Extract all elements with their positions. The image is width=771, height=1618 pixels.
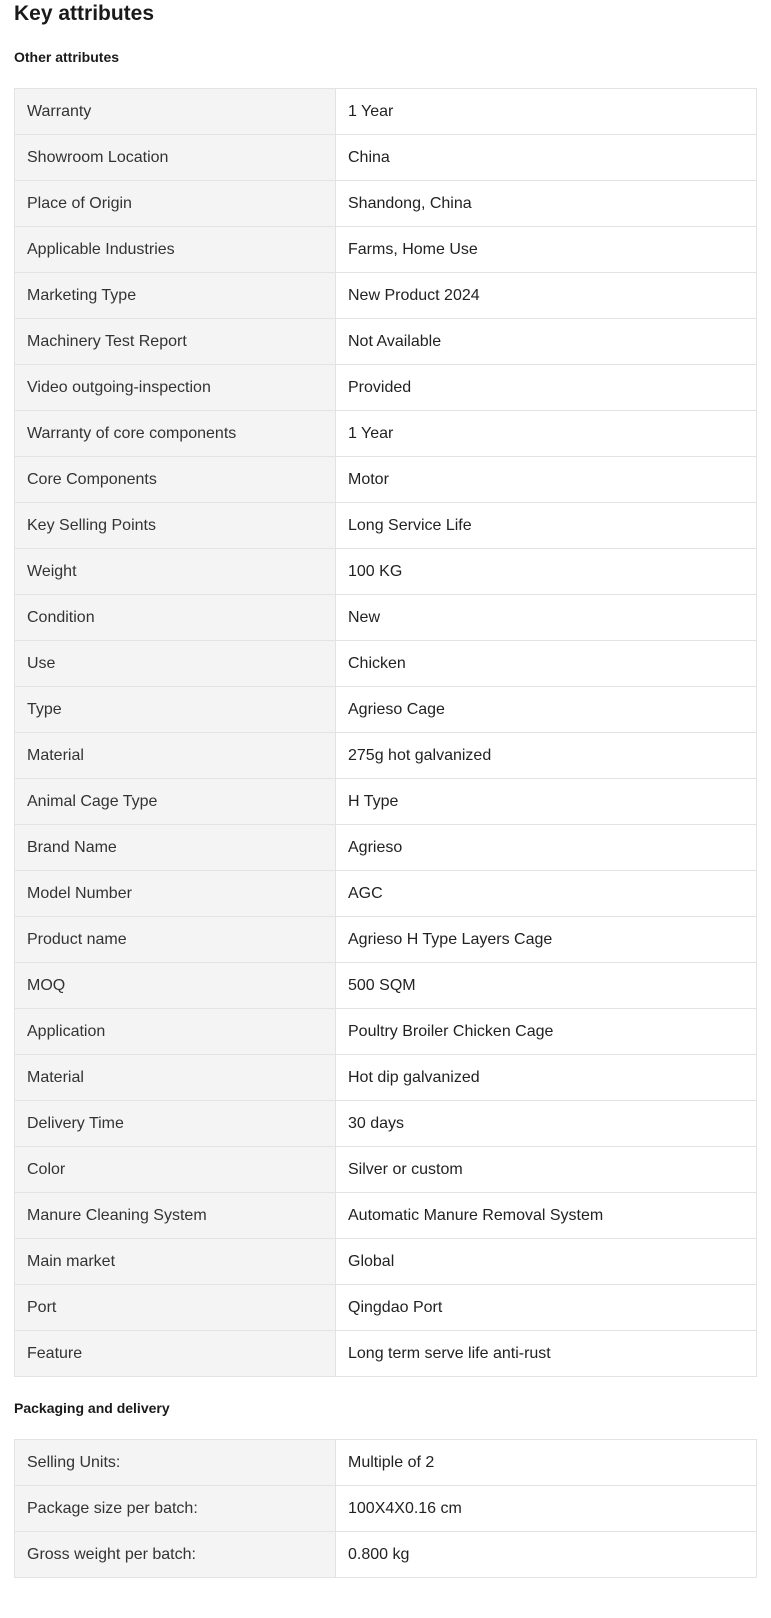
attribute-row (15, 1532, 757, 1578)
attribute-value: Shandong, China (336, 181, 757, 227)
attribute-value: 1 Year (336, 411, 757, 457)
attribute-row (15, 457, 757, 503)
attribute-row (15, 595, 757, 641)
attribute-value: Qingdao Port (336, 1285, 757, 1331)
attribute-value: Multiple of 2 (336, 1440, 757, 1486)
attribute-value: AGC (336, 871, 757, 917)
attribute-row (15, 779, 757, 825)
attribute-row (15, 365, 757, 411)
attribute-row (15, 871, 757, 917)
attribute-name: Feature (15, 1331, 336, 1377)
attribute-row (15, 1486, 757, 1532)
attribute-value: Agrieso Cage (336, 687, 757, 733)
attribute-row (15, 641, 757, 687)
attribute-value: Silver or custom (336, 1147, 757, 1193)
attribute-row (15, 1009, 757, 1055)
attribute-row (15, 273, 757, 319)
attribute-row (15, 1193, 757, 1239)
attribute-name: Manure Cleaning System (15, 1193, 336, 1239)
attribute-row (15, 1101, 757, 1147)
attribute-name: Material (15, 733, 336, 779)
key-attributes-page (14, 0, 757, 1578)
attribute-value: 30 days (336, 1101, 757, 1147)
attribute-name: Model Number (15, 871, 336, 917)
attribute-name: Application (15, 1009, 336, 1055)
attribute-name: Color (15, 1147, 336, 1193)
attribute-name: Core Components (15, 457, 336, 503)
attribute-value: Long Service Life (336, 503, 757, 549)
attribute-value: China (336, 135, 757, 181)
other-attributes-rows (15, 89, 757, 1377)
attribute-row (15, 549, 757, 595)
attribute-row (15, 411, 757, 457)
attribute-value: New Product 2024 (336, 273, 757, 319)
attribute-name: Selling Units: (15, 1440, 336, 1486)
attribute-row (15, 1147, 757, 1193)
attribute-row (15, 687, 757, 733)
attribute-value: 1 Year (336, 89, 757, 135)
attribute-value: Chicken (336, 641, 757, 687)
attribute-name: Package size per batch: (15, 1486, 336, 1532)
attribute-name: Applicable Industries (15, 227, 336, 273)
attribute-value: Agrieso H Type Layers Cage (336, 917, 757, 963)
attribute-row (15, 1239, 757, 1285)
attribute-name: Condition (15, 595, 336, 641)
attribute-value: 275g hot galvanized (336, 733, 757, 779)
attribute-value: 500 SQM (336, 963, 757, 1009)
attribute-name: Marketing Type (15, 273, 336, 319)
attribute-row (15, 917, 757, 963)
other-attributes-heading: Other attributes (14, 49, 120, 65)
attribute-name: Warranty (15, 89, 336, 135)
attribute-name: Main market (15, 1239, 336, 1285)
attribute-name: Place of Origin (15, 181, 336, 227)
attribute-name: Use (15, 641, 336, 687)
attribute-name: Weight (15, 549, 336, 595)
attribute-value: Not Available (336, 319, 757, 365)
page-title: Key attributes (14, 2, 155, 25)
attribute-value: 100 KG (336, 549, 757, 595)
attribute-value: Motor (336, 457, 757, 503)
attribute-value: Agrieso (336, 825, 757, 871)
attribute-value: Long term serve life anti-rust (336, 1331, 757, 1377)
other-attributes-table (14, 88, 757, 1377)
packaging-rows (15, 1440, 757, 1578)
attribute-row (15, 825, 757, 871)
attribute-row (15, 135, 757, 181)
attribute-name: Showroom Location (15, 135, 336, 181)
attribute-row (15, 181, 757, 227)
attribute-name: Delivery Time (15, 1101, 336, 1147)
attribute-row (15, 503, 757, 549)
attribute-row (15, 89, 757, 135)
attribute-name: Product name (15, 917, 336, 963)
attribute-row (15, 1055, 757, 1101)
packaging-heading: Packaging and delivery (14, 1400, 170, 1416)
attribute-name: Warranty of core components (15, 411, 336, 457)
attribute-row (15, 1440, 757, 1486)
attribute-value: New (336, 595, 757, 641)
attribute-value: Provided (336, 365, 757, 411)
attribute-value: Automatic Manure Removal System (336, 1193, 757, 1239)
attribute-name: Key Selling Points (15, 503, 336, 549)
attribute-row (15, 733, 757, 779)
attribute-value: H Type (336, 779, 757, 825)
attribute-name: Type (15, 687, 336, 733)
attribute-row (15, 319, 757, 365)
attribute-name: Gross weight per batch: (15, 1532, 336, 1578)
attribute-name: Brand Name (15, 825, 336, 871)
attribute-row (15, 227, 757, 273)
attribute-name: Video outgoing-inspection (15, 365, 336, 411)
attribute-value: 0.800 kg (336, 1532, 757, 1578)
attribute-name: Port (15, 1285, 336, 1331)
attribute-value: Hot dip galvanized (336, 1055, 757, 1101)
attribute-name: Machinery Test Report (15, 319, 336, 365)
attribute-row (15, 963, 757, 1009)
attribute-name: Animal Cage Type (15, 779, 336, 825)
attribute-value: Farms, Home Use (336, 227, 757, 273)
attribute-value: Poultry Broiler Chicken Cage (336, 1009, 757, 1055)
attribute-value: Global (336, 1239, 757, 1285)
attribute-name: MOQ (15, 963, 336, 1009)
packaging-table (14, 1439, 757, 1578)
attribute-row (15, 1285, 757, 1331)
attribute-name: Material (15, 1055, 336, 1101)
attribute-value: 100X4X0.16 cm (336, 1486, 757, 1532)
attribute-row (15, 1331, 757, 1377)
